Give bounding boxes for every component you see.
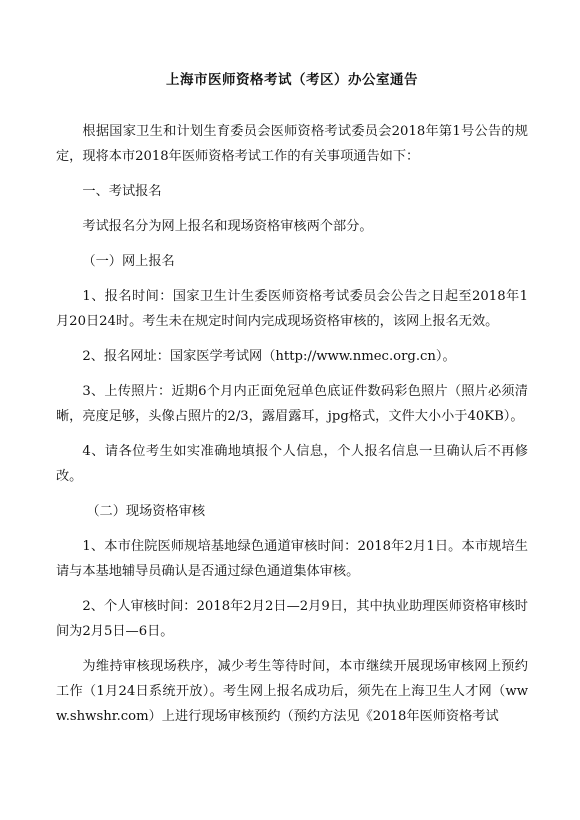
- section-heading-registration: 一、考试报名: [82, 184, 162, 199]
- paragraph-green-channel: 1、本市住院医师规培基地绿色通道审核时间：2018年2月1日。本市规培生请与本基地辅导员确认是否通过绿色通道集体审核。: [56, 539, 528, 579]
- paragraph-personal-info: 4、请各位考生如实准确地填报个人信息，个人报名信息一旦确认后不再修改。: [56, 444, 528, 484]
- paragraph-photo-upload: 3、上传照片：近期6个月内正面免冠单色底证件数码彩色照片（照片必须清晰，亮度足够，头像占照片的2/3，露眉露耳，jpg格式，文件大小小于40KB）。: [56, 384, 528, 424]
- paragraph-individual-review: 2、个人审核时间：2018年2月2日—2月9日，其中执业助理医师资格审核时间为2月5日—6日。: [56, 599, 528, 639]
- paragraph-appointment: 为维持审核现场秩序，减少考生等待时间，本市继续开展现场审核网上预约工作（1月24日系统开放）。考生网上报名成功后，须先在上海卫生人才网（www.shwshr.com）上进行现场审核预约（预约方法见《2018年医师资格考试: [56, 659, 528, 724]
- paragraph-intro: 根据国家卫生和计划生育委员会医师资格考试委员会2018年第1号公告的规定，现将本市2018年医师资格考试工作的有关事项通告如下：: [56, 124, 528, 164]
- paragraph-registration-parts: 考试报名分为网上报名和现场资格审核两个部分。: [82, 219, 373, 234]
- paragraph-registration-url: 2、报名网址：国家医学考试网（http://www.nmec.org.cn）。: [82, 349, 456, 364]
- subsection-heading-online: （一）网上报名: [82, 254, 175, 269]
- subsection-heading-onsite: （二）现场资格审核: [86, 504, 206, 519]
- document-title: 上海市医师资格考试（考区）办公室通告: [166, 72, 418, 88]
- paragraph-registration-time: 1、报名时间：国家卫生计生委医师资格考试委员会公告之日起至2018年1月20日24时。考生未在规定时间内完成现场资格审核的，该网上报名无效。: [56, 289, 528, 329]
